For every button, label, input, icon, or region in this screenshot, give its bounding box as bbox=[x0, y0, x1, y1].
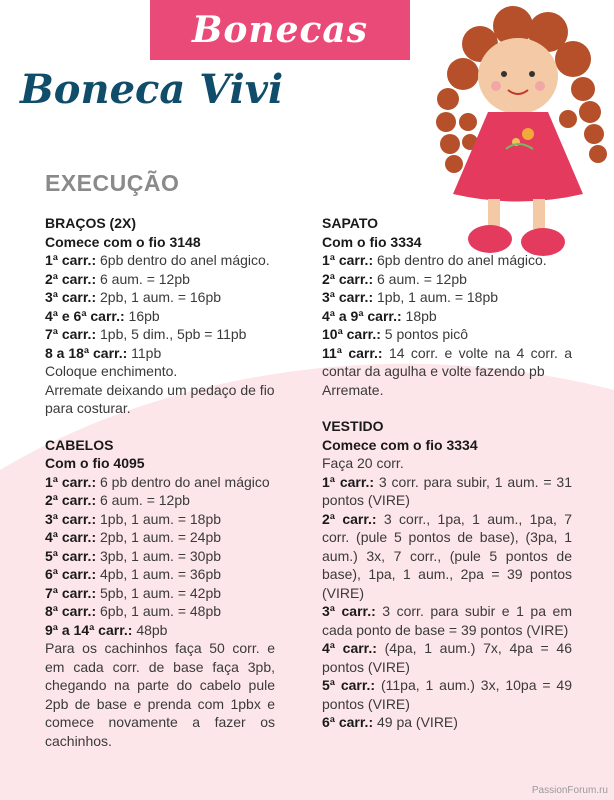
list-item: 1ª carr.: 6pb dentro do anel mágico. bbox=[45, 252, 270, 268]
list-item: 4ª carr.: 2pb, 1 aum. = 24pb bbox=[45, 529, 222, 545]
list-item: 6ª carr.: 4pb, 1 aum. = 36pb bbox=[45, 566, 222, 582]
cabelos-heading: CABELOS bbox=[45, 436, 114, 453]
cabelos-note: Para os cachinhos faça 50 corr. e em cada corr. de base faça 3pb, chegando na parte do cabelo pule 2pb de base e prenda com 1pbx e comece novamente a fazer os cachinhos. bbox=[45, 640, 275, 749]
cabelos-sub: Com o fio 4095 bbox=[45, 455, 145, 471]
list-item: 5ª carr.: (11pa, 1 aum.) 3x, 10pa = 49 pontos (VIRE) bbox=[322, 677, 572, 712]
watermark: PassionForum.ru bbox=[531, 785, 608, 796]
list-item: 1ª carr.: 3 corr. para subir, 1 aum. = 31 pontos (VIRE) bbox=[322, 473, 572, 508]
list-item: 2ª carr.: 6 aum. = 12pb bbox=[322, 270, 467, 287]
list-item: 1ª carr.: 6pb dentro do anel mágico. bbox=[322, 252, 547, 268]
list-item: 5ª carr.: 3pb, 1 aum. = 30pb bbox=[45, 547, 222, 564]
list-item: 3ª carr.: 1pb, 1 aum. = 18pb bbox=[45, 510, 222, 527]
list-item: 4ª carr.: (4pa, 1 aum.) 7x, 4pa = 46 pontos (VIRE) bbox=[322, 640, 572, 675]
list-item: 2ª carr.: 6 aum. = 12pb bbox=[45, 492, 190, 508]
list-item: 4ª e 6ª carr.: 16pb bbox=[45, 307, 160, 324]
list-item: 2ª carr.: 3 corr., 1pa, 1 aum., 1pa, 7 corr. (pule 5 pontos de base), (3pa, 1 aum.) 3x, 7 corr., (pule 5 pontos de base), 1pa, 1 aum., 2pa = 39 pontos (VIRE) bbox=[322, 510, 573, 601]
sapato-note: Arremate. bbox=[322, 381, 384, 398]
list-item: 8 a 18ª carr.: 11pb bbox=[45, 344, 162, 361]
list-item: 2ª carr.: 6 aum. = 12pb bbox=[45, 270, 190, 287]
list-item: 8ª carr.: 6pb, 1 aum. = 48pb bbox=[45, 603, 222, 619]
list-item: 1ª carr.: 6 pb dentro do anel mágico bbox=[45, 473, 270, 490]
list-item: 6ª carr.: 49 pa (VIRE) bbox=[322, 714, 458, 730]
bracos-sub: Comece com o fio 3148 bbox=[45, 233, 201, 250]
list-item: 3ª carr.: 2pb, 1 aum. = 16pb bbox=[45, 289, 222, 305]
list-item: 3ª carr.: 1pb, 1 aum. = 18pb bbox=[322, 289, 499, 305]
category-banner bbox=[150, 0, 410, 60]
vestido-intro: Faça 20 corr. bbox=[322, 455, 404, 471]
list-item: 11ª carr.: 14 corr. e volte na 4 corr. a contar da agulha e volte fazendo pb bbox=[322, 344, 572, 379]
list-item: 3ª carr.: 3 corr. para subir e 1 pa em cada ponto de base = 39 pontos (VIRE) bbox=[322, 603, 572, 638]
vestido-heading: VESTIDO bbox=[322, 418, 384, 434]
list-item: 7ª carr.: 5pb, 1 aum. = 42pb bbox=[45, 584, 222, 601]
list-item: 7ª carr.: 1pb, 5 dim., 5pb = 11pb bbox=[45, 326, 247, 342]
bracos-note: Coloque enchimento. bbox=[45, 363, 178, 379]
column-left bbox=[45, 214, 275, 750]
list-item: 9ª a 14ª carr.: 48pb bbox=[45, 621, 168, 638]
list-item: 4ª a 9ª carr.: 18pb bbox=[322, 307, 437, 324]
sapato-sub: Com o fio 3334 bbox=[322, 233, 422, 250]
bracos-note: Arremate deixando um pedaço de fio para costurar. bbox=[45, 381, 275, 416]
list-item: 10ª carr.: 5 pontos picô bbox=[322, 326, 469, 342]
bracos-heading: BRAÇOS (2X) bbox=[45, 215, 137, 231]
column-right bbox=[322, 214, 572, 732]
vestido-sub: Comece com o fio 3334 bbox=[322, 436, 478, 453]
section-title: EXECUÇÃO bbox=[45, 170, 180, 196]
sapato-heading: SAPATO bbox=[322, 215, 379, 231]
page-title: Boneca Vivi bbox=[20, 66, 284, 113]
banner-text: Bonecas bbox=[191, 9, 369, 51]
